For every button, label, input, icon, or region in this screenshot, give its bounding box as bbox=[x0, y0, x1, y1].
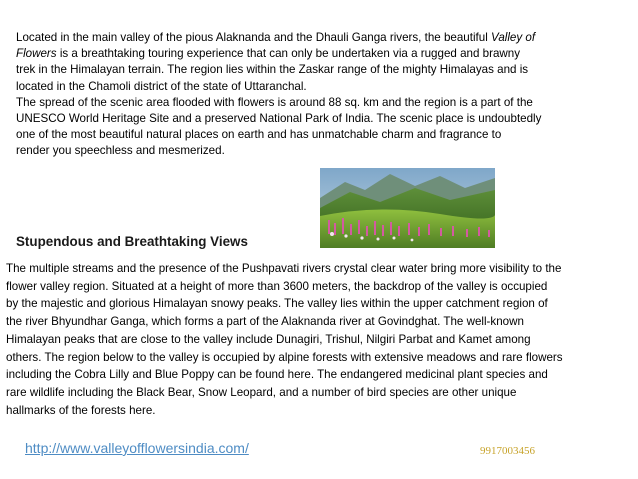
intro-italic-text: Valley of bbox=[491, 31, 536, 44]
body-line: hallmarks of the forests here. bbox=[6, 403, 156, 417]
body-line: The multiple streams and the presence of the Pushpavati rivers crystal clear water bring more visibility to the bbox=[6, 262, 562, 275]
body-line: others. The region below to the valley is occupied by alpine forests with extensive meadows and rare flowers bbox=[6, 350, 563, 364]
intro-line: one of the most beautiful natural places on earth and has unmatchable charm and fragrance to bbox=[16, 128, 502, 142]
body-line: rare wildlife including the Black Bear, Snow Leopard, and a number of bird species are other unique bbox=[6, 385, 517, 399]
body-line: by the majestic and glorious Himalayan snowy peaks. The valley lies within the upper catchment region of bbox=[6, 297, 548, 311]
intro-line: located in the Chamoli district of the state of Uttaranchal. bbox=[16, 79, 307, 93]
intro-line bbox=[16, 30, 616, 46]
phone-number: 9917003456 bbox=[480, 445, 535, 457]
intro-line: trek in the Himalayan terrain. The region lies within the Zaskar range of the mighty Himalayas and is bbox=[16, 63, 529, 77]
intro-line: render you speechless and mesmerized. bbox=[16, 144, 225, 158]
valley-photo bbox=[320, 168, 495, 248]
intro-line: The spread of the scenic area flooded with flowers is around 88 sq. km and the region is a part of the bbox=[16, 95, 533, 109]
valley-illustration bbox=[320, 168, 495, 248]
body-paragraph bbox=[6, 260, 634, 419]
intro-text: Located in the main valley of the pious Alaknanda and the Dhauli Ganga rivers, the beautiful bbox=[16, 31, 492, 44]
intro-italic-text: Flowers bbox=[16, 47, 57, 61]
intro-line: UNESCO World Heritage Site and a preserved National Park of India. The scenic place is undoubtedly bbox=[16, 112, 542, 126]
intro-line bbox=[16, 46, 616, 62]
website-link[interactable]: http://www.valleyofflowersindia.com/ bbox=[25, 440, 249, 456]
body-line: Himalayan peaks that are close to the valley include Dunagiri, Trishul, Nilgiri Parbat and Kamet among bbox=[6, 332, 531, 346]
body-line: including the Cobra Lilly and Blue Poppy can be found here. The endangered medicinal plant species and bbox=[6, 368, 548, 382]
body-line: the river Bhyundhar Ganga, which forms a part of the Alaknanda river at Govindghat. The well-known bbox=[6, 315, 524, 329]
body-line: flower valley region. Situated at a height of more than 3600 meters, the backdrop of the valley is occupied bbox=[6, 279, 548, 293]
intro-text: is a breathtaking touring experience that can only be undertaken via a rugged and brawny bbox=[56, 47, 521, 61]
section-heading: Stupendous and Breathtaking Views bbox=[16, 234, 248, 249]
intro-paragraph bbox=[16, 30, 616, 160]
